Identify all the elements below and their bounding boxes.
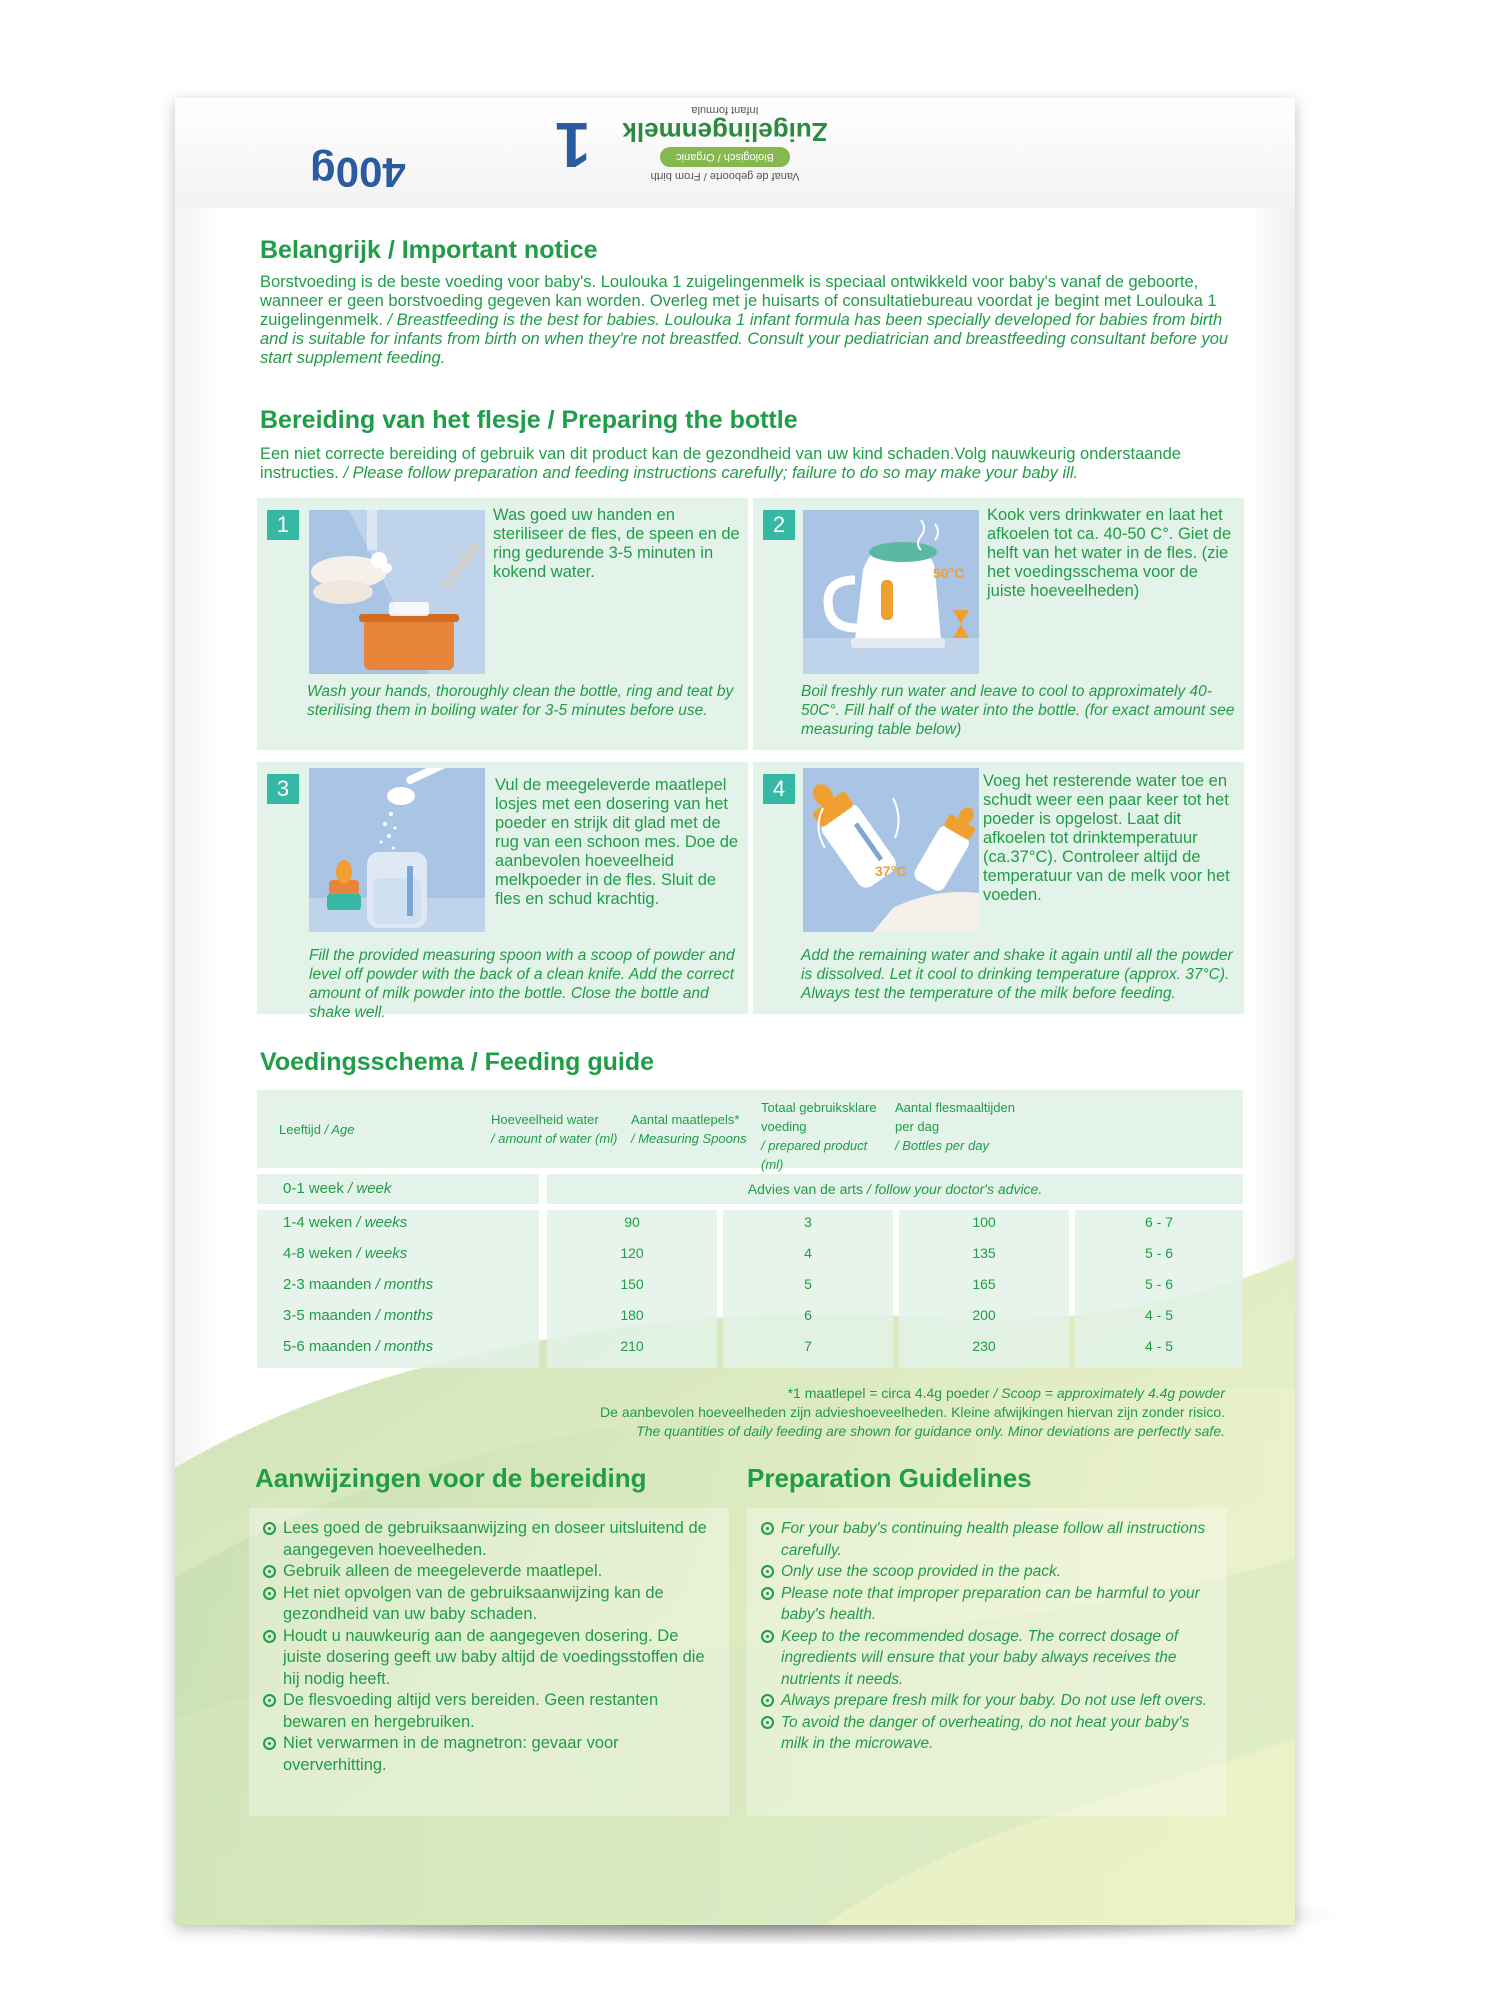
flap-line-3: Vanaf de geboorte / From birth: [650, 170, 800, 182]
flap-stage-number: 1: [555, 109, 591, 181]
step-2-text-en: Boil freshly run water and leave to cool to approximately 40-50C°. Fill half of the water into the bottle. (for exact amount see measuring table below): [801, 683, 1235, 738]
age-nl: 4-8 weken: [283, 1245, 353, 1262]
header-total-nl: Totaal gebruiksklare voeding: [761, 1100, 877, 1134]
step-3: [257, 762, 748, 1021]
header-bottles-nl: Aantal flesmaaltijden per dag: [895, 1100, 1015, 1134]
feeding-note-3: The quantities of daily feeding are shown for guidance only. Minor deviations are perfectly safe.: [636, 1423, 1225, 1439]
water-cell: 210: [620, 1338, 644, 1354]
feeding-note-1-nl: *1 maatlepel = circa 4.4g poeder: [787, 1385, 990, 1401]
header-spoons-nl: Aantal maatlepels*: [631, 1112, 740, 1127]
guideline-item: [261, 1561, 719, 1583]
guideline-text: De flesvoeding altijd vers bereiden. Geen restanten bewaren en hergebruiken.: [283, 1691, 659, 1731]
spoons-cell: 6: [804, 1307, 812, 1323]
guideline-item: [759, 1626, 1217, 1691]
step-2: [753, 498, 1244, 750]
flap-line-1: Infant formula: [691, 104, 759, 116]
feeding-note-1-en: / Scoop = approximately 4.4g powder: [993, 1385, 1225, 1401]
guideline-item: [261, 1733, 719, 1776]
guidelines-nl-panel: [249, 1508, 729, 1816]
bullet-icon: [761, 1587, 774, 1600]
guideline-text: Houdt u nauwkeurig aan de aangegeven dosering. De juiste dosering geeft uw baby altijd de voedingsstoffen die hij nodig heeft.: [283, 1626, 705, 1688]
bottles-cell: 4 - 5: [1144, 1338, 1173, 1354]
age-nl: 5-6 maanden: [283, 1338, 372, 1355]
bullet-icon: [263, 1522, 276, 1535]
spoons-cell: 3: [804, 1214, 812, 1230]
step-2-temp-label: 50°C: [933, 565, 965, 581]
flap-weight: 400g: [310, 149, 406, 196]
step-number: 3: [267, 774, 299, 804]
total-cell: 230: [972, 1338, 996, 1354]
step-1-time-label: 3-5 mins: [438, 538, 483, 592]
age-cell: [283, 1307, 433, 1324]
product-box-back: [175, 98, 1295, 1925]
guideline-item: [261, 1690, 719, 1733]
age-en: / weeks: [356, 1245, 408, 1262]
kettle-illustration: [803, 510, 979, 674]
guideline-text: Always prepare fresh milk for your baby. Do not use left overs.: [781, 1692, 1208, 1709]
water-cell: 150: [620, 1276, 644, 1292]
flap-product-name: Zuigelingenmelk: [622, 117, 828, 147]
step-4-text-en: Add the remaining water and shake it again until all the powder is dissolved. Let it cool to drinking temperature (approx. 37°C). Always test the temperature of the milk before feeding.: [801, 947, 1233, 1002]
advice-nl: Advies van de arts: [747, 1181, 863, 1197]
feeding-table-header: [257, 1090, 1243, 1172]
guideline-item: [261, 1518, 719, 1561]
guidelines-en-list: [759, 1518, 1217, 1755]
organic-badge: Biologisch / Organic: [660, 147, 790, 167]
guideline-text: Please note that improper preparation can be harmful to your baby's health.: [781, 1584, 1200, 1623]
header-water: [491, 1110, 621, 1148]
header-total-en: / prepared product (ml): [761, 1138, 868, 1172]
step-1-text-nl: Was goed uw handen en steriliseer de fles, de speen en de ring gedurende 3-5 minuten in kokend water.: [493, 506, 740, 581]
guideline-item: [759, 1583, 1217, 1626]
preparing-intro-en: / Please follow preparation and feeding instructions carefully; failure to do so may make your baby ill.: [343, 464, 1079, 482]
total-cell: 135: [972, 1245, 996, 1261]
feeding-title: Voedingsschema / Feeding guide: [260, 1048, 655, 1076]
bottles-cell: 6 - 7: [1144, 1214, 1173, 1230]
age-cell: [283, 1180, 391, 1197]
notice-text: [260, 273, 1235, 368]
step-4-temp-label: 37°C: [875, 863, 907, 879]
guideline-item: [759, 1712, 1217, 1755]
spoons-cell: 4: [804, 1245, 812, 1261]
bullet-icon: [263, 1587, 276, 1600]
notice-text-nl: Borstvoeding is de beste voeding voor baby's. Loulouka 1 zuigelingenmelk is speciaal ontwikkeld voor baby's vanaf de geboorte, wanneer er geen borstvoeding gegeven kan worden. Overleg met je huisarts of consultatiebureau voordat je begint met Loulouka 1 zuigelingenmelk.: [260, 273, 1217, 329]
header-water-nl: Hoeveelheid water: [491, 1112, 599, 1127]
notice-title: Belangrijk / Important notice: [260, 236, 598, 264]
bullet-icon: [263, 1737, 276, 1750]
guideline-text: Gebruik alleen de meegeleverde maatlepel.: [283, 1562, 603, 1580]
guideline-item: [261, 1626, 719, 1691]
content: [175, 98, 1295, 1925]
guideline-text: To avoid the danger of overheating, do not heat your baby's milk in the microwave.: [781, 1713, 1190, 1752]
header-total: [761, 1098, 891, 1174]
guideline-text: Only use the scoop provided in the pack.: [781, 1563, 1062, 1580]
age-cell: [283, 1214, 407, 1231]
bullet-icon: [263, 1630, 276, 1643]
step-number: 4: [763, 774, 795, 804]
age-en: / months: [375, 1307, 434, 1324]
header-bottles: [895, 1098, 1025, 1155]
measuring-spoon-illustration: [309, 768, 485, 932]
step-number: 2: [763, 510, 795, 540]
header-spoons-en: / Measuring Spoons: [631, 1131, 747, 1146]
age-nl: 0-1 week: [283, 1180, 344, 1197]
header-bottles-en: / Bottles per day: [895, 1138, 989, 1153]
total-cell: 200: [972, 1307, 996, 1323]
age-cell: [283, 1276, 433, 1293]
guideline-text: Keep to the recommended dosage. The correct dosage of ingredients will ensure that your baby always receives the nutrients it needs.: [781, 1627, 1179, 1688]
feeding-note-2: De aanbevolen hoeveelheden zijn advieshoeveelheden. Kleine afwijkingen hiervan zijn zonder risico.: [600, 1404, 1225, 1420]
bullet-icon: [761, 1522, 774, 1535]
total-cell: 165: [972, 1276, 996, 1292]
step-3-text-en: Fill the provided measuring spoon with a scoop of powder and level off powder with the back of a clean knife. Add the correct amount of milk powder into the bottle. Close the bottle and shake well.: [309, 947, 735, 1021]
age-en: / week: [348, 1180, 392, 1197]
preparing-title: Bereiding van het flesje / Preparing the bottle: [260, 406, 798, 434]
row-0-1-week-advice: [547, 1174, 1243, 1204]
wash-hands-sterilise-illustration: [309, 510, 485, 674]
step-1: [257, 498, 748, 750]
guideline-text: Niet verwarmen in de magnetron: gevaar voor oververhitting.: [283, 1734, 619, 1774]
bottles-cell: 5 - 6: [1144, 1276, 1173, 1292]
age-cell: [283, 1245, 407, 1262]
guidelines-title-en: Preparation Guidelines: [747, 1463, 1032, 1493]
age-cell: [283, 1338, 433, 1355]
header-age: [279, 1120, 354, 1139]
water-cell: 180: [620, 1307, 644, 1323]
bottles-cell: 4 - 5: [1144, 1307, 1173, 1323]
guidelines-title-nl: Aanwijzingen voor de bereiding: [255, 1463, 647, 1493]
bullet-icon: [761, 1630, 774, 1643]
guideline-text: For your baby's continuing health please follow all instructions carefully.: [781, 1520, 1206, 1559]
preparing-intro: [260, 445, 1230, 483]
shake-bottle-illustration: [803, 768, 979, 932]
spoons-cell: 5: [804, 1276, 812, 1292]
guidelines-en-panel: [747, 1508, 1227, 1816]
step-2-text-nl: Kook vers drinkwater en laat het afkoelen tot ca. 40-50 C°. Giet de helft van het water in de fles. (zie het voedingsschema voor de juiste hoeveelheden): [987, 506, 1232, 600]
guidelines-nl-list: [261, 1518, 719, 1776]
age-nl: 1-4 weken: [283, 1214, 353, 1231]
bullet-icon: [263, 1694, 276, 1707]
guideline-text: Lees goed de gebruiksaanwijzing en doseer uitsluitend de aangegeven hoeveelheden.: [283, 1519, 707, 1559]
header-spoons: [631, 1110, 761, 1148]
preparing-intro-nl: Een niet correcte bereiding of gebruik van dit product kan de gezondheid van uw kind schaden.Volg nauwkeurig onderstaande instructies.: [260, 445, 1181, 482]
age-nl: 3-5 maanden: [283, 1307, 372, 1324]
step-number: 1: [267, 510, 299, 540]
step-3-text-nl: Vul de meegeleverde maatlepel losjes met een dosering van het poeder en strijk dit glad met de rug van een schoon mes. Doe de aanbevolen hoeveelheid melkpoeder in de fles. Sluit de fles en schud krachtig.: [495, 776, 739, 908]
bullet-icon: [761, 1565, 774, 1578]
bottles-cell: 5 - 6: [1144, 1245, 1173, 1261]
bullet-icon: [761, 1694, 774, 1707]
advice-cell: [547, 1181, 1243, 1197]
step-4-text-nl: Voeg het resterende water toe en schudt weer een paar keer tot het poeder is opgelost. Laat dit afkoelen tot drinktemperatuur (ca.37°C). Controleer altijd de temperatuur van de melk voor het voeden.: [983, 772, 1230, 904]
age-nl: 2-3 maanden: [283, 1276, 372, 1293]
spoons-cell: 7: [804, 1338, 812, 1354]
bullet-icon: [761, 1716, 774, 1729]
header-age-en: / Age: [324, 1122, 355, 1137]
guideline-text: Het niet opvolgen van de gebruiksaanwijzing kan de gezondheid van uw baby schaden.: [283, 1583, 664, 1623]
age-en: / months: [375, 1338, 434, 1355]
guideline-item: [759, 1518, 1217, 1561]
step-1-text-en: Wash your hands, thoroughly clean the bottle, ring and teat by sterilising them in boiling water for 3-5 minutes before use.: [307, 683, 734, 719]
step-4: [753, 762, 1244, 1014]
guideline-item: [261, 1583, 719, 1626]
row-0-1-week-age: [257, 1174, 539, 1204]
header-age-nl: Leeftijd: [279, 1122, 321, 1137]
water-cell: 120: [620, 1245, 644, 1261]
guideline-item: [759, 1561, 1217, 1583]
header-water-en: / amount of water (ml): [491, 1131, 618, 1146]
advice-en: / follow your doctor's advice.: [866, 1181, 1043, 1197]
age-en: / months: [375, 1276, 434, 1293]
notice-text-en: / Breastfeeding is the best for babies. Loulouka 1 infant formula has been specially developed for babies from birth and is suitable for infants from birth on when they're not breastfed. Consult your pediatrician and breastfeeding consultant before you start supplement feeding.: [260, 311, 1229, 367]
bullet-icon: [263, 1565, 276, 1578]
feeding-note-1: [788, 1384, 1225, 1403]
age-en: / weeks: [356, 1214, 408, 1231]
water-cell: 90: [624, 1214, 640, 1230]
guideline-item: [759, 1690, 1217, 1712]
total-cell: 100: [972, 1214, 996, 1230]
